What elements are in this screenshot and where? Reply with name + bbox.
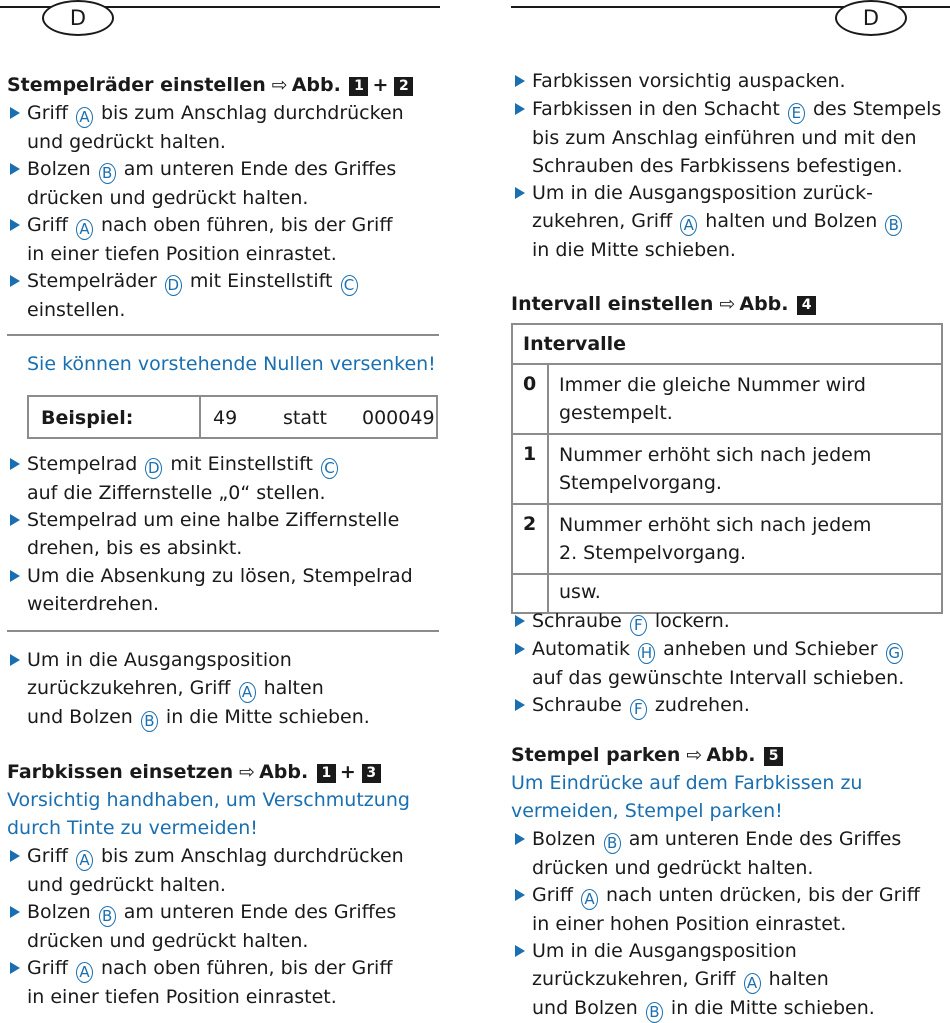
text-line: Bolzen B am unteren Ende des Griffes bbox=[27, 158, 397, 182]
circled-letter-f: F bbox=[630, 615, 647, 636]
text-line: vermeiden, Stempel parken! bbox=[511, 800, 783, 822]
bullet-triangle-icon bbox=[515, 75, 525, 87]
interval-description bbox=[548, 504, 942, 574]
bullet-triangle-icon bbox=[10, 514, 20, 526]
text-line: Griff A nach oben führen, bis der Griff bbox=[27, 214, 393, 238]
section-heading-farbkissen bbox=[7, 761, 381, 783]
text-line: durch Tinte zu vermeiden! bbox=[7, 817, 258, 839]
bullet-triangle-icon bbox=[10, 962, 20, 974]
circled-letter-b: B bbox=[646, 1002, 663, 1023]
hint-text: Sie können vorstehende Nullen versenken! bbox=[27, 353, 436, 375]
circled-letter-d: D bbox=[165, 275, 182, 296]
section-title: Intervall einstellen bbox=[511, 293, 714, 315]
list-item bbox=[7, 562, 413, 618]
text-line: und gedrückt halten. bbox=[27, 131, 226, 153]
text-line: Nummer erhöht sich nach jedem bbox=[559, 514, 872, 536]
text-line: Um in die Ausgangsposition zurück- bbox=[532, 182, 873, 204]
example-original: 000049 bbox=[362, 407, 435, 429]
hint-text bbox=[511, 769, 862, 825]
bullet-triangle-icon bbox=[515, 833, 525, 845]
circled-letter-b: B bbox=[99, 163, 116, 184]
circled-letter-a: A bbox=[581, 889, 598, 910]
circled-letter-a: A bbox=[76, 107, 93, 128]
list-item bbox=[7, 646, 370, 732]
bullet-triangle-icon bbox=[10, 458, 20, 470]
bullet-triangle-icon bbox=[515, 889, 525, 901]
list-item bbox=[512, 825, 901, 882]
text-line: Schraube F zudrehen. bbox=[532, 694, 750, 718]
circled-letter-a: A bbox=[76, 962, 93, 983]
list-item bbox=[7, 898, 396, 955]
caution-text bbox=[7, 786, 410, 842]
text-line: Um in die Ausgangsposition bbox=[27, 649, 292, 671]
circled-letter-b: B bbox=[141, 711, 158, 732]
section-heading-parken bbox=[511, 744, 783, 766]
text-line: zurückzukehren, Griff A halten bbox=[27, 677, 324, 701]
list-item bbox=[7, 99, 404, 156]
circled-letter-c: C bbox=[341, 275, 358, 296]
divider bbox=[7, 630, 439, 632]
text-line: gestempelt. bbox=[559, 402, 673, 424]
text-line: in die Mitte schieben. bbox=[532, 239, 736, 261]
text-line: drücken und gedrückt halten. bbox=[532, 857, 814, 879]
circled-letter-f: F bbox=[630, 699, 647, 720]
arrow-right-icon: ⇨ bbox=[239, 761, 256, 783]
bullet-triangle-icon bbox=[10, 219, 20, 231]
list-item bbox=[512, 635, 905, 692]
bullet-triangle-icon bbox=[515, 643, 525, 655]
text-line: in einer tiefen Position einrastet. bbox=[27, 986, 337, 1008]
text-line: Um in die Ausgangsposition bbox=[532, 940, 797, 962]
bullet-triangle-icon bbox=[10, 275, 20, 287]
circled-letter-b: B bbox=[885, 215, 902, 236]
table-row bbox=[512, 364, 942, 434]
text-line: Immer die gleiche Nummer wird bbox=[559, 374, 866, 396]
list-item bbox=[512, 607, 730, 636]
figure-number-badge: 1 bbox=[349, 77, 368, 96]
list-item bbox=[7, 954, 392, 1011]
text-line: Griff A bis zum Anschlag durchdrücken bbox=[27, 845, 404, 869]
text-line: Farbkissen vorsichtig auspacken. bbox=[532, 70, 846, 92]
text-line: Um die Absenkung zu lösen, Stempelrad bbox=[27, 565, 413, 587]
figure-number-badge: 3 bbox=[362, 764, 381, 783]
text-line: und Bolzen B in die Mitte schieben. bbox=[532, 997, 875, 1021]
section-title: Stempel parken bbox=[511, 744, 681, 766]
text-line: drücken und gedrückt halten. bbox=[27, 930, 309, 952]
figure-number-badge: 1 bbox=[317, 764, 336, 783]
interval-description bbox=[548, 364, 942, 434]
example-value: 49 bbox=[213, 407, 238, 429]
list-item bbox=[7, 450, 340, 507]
bullet-triangle-icon bbox=[10, 107, 20, 119]
text-line: in einer tiefen Position einrastet. bbox=[27, 243, 337, 265]
text-line: auf das gewünschte Intervall schieben. bbox=[532, 667, 905, 689]
figure-number-badge: 4 bbox=[797, 296, 816, 315]
interval-number: 2 bbox=[512, 504, 548, 574]
example-instead: statt bbox=[283, 407, 327, 429]
circled-letter-a: A bbox=[76, 219, 93, 240]
example-separator bbox=[199, 397, 201, 437]
figure-ref-label: Abb. bbox=[259, 761, 309, 783]
section-title: Stempelräder einstellen bbox=[7, 74, 266, 96]
list-item bbox=[7, 842, 404, 899]
text-line: 2. Stempelvorgang. bbox=[559, 542, 747, 564]
interval-description bbox=[548, 434, 942, 504]
text-line: Bolzen B am unteren Ende des Griffes bbox=[532, 828, 902, 852]
text-line: Automatik H anheben und Schieber G bbox=[532, 635, 905, 664]
list-item bbox=[7, 155, 396, 212]
divider bbox=[7, 334, 439, 336]
page-marker-right: D bbox=[835, 0, 907, 36]
circled-letter-h: H bbox=[638, 643, 655, 664]
figure-ref-label: Abb. bbox=[739, 293, 789, 315]
page-marker-left: D bbox=[42, 0, 114, 36]
interval-number: 1 bbox=[512, 434, 548, 504]
text-line: Schraube F lockern. bbox=[532, 610, 730, 634]
bullet-triangle-icon bbox=[515, 187, 525, 199]
text-line: Nummer erhöht sich nach jedem bbox=[559, 444, 872, 466]
bullet-triangle-icon bbox=[515, 945, 525, 957]
text-line: drehen, bis es absinkt. bbox=[27, 537, 243, 559]
section-heading-stempelraeder bbox=[7, 74, 413, 96]
arrow-right-icon: ⇨ bbox=[271, 74, 288, 96]
text-line: in einer hohen Position einrastet. bbox=[532, 913, 847, 935]
text-line: Griff A nach oben führen, bis der Griff bbox=[27, 957, 393, 981]
text-line: zurückzukehren, Griff A halten bbox=[532, 968, 829, 992]
figure-ref-label: Abb. bbox=[291, 74, 341, 96]
list-item bbox=[512, 95, 941, 180]
circled-letter-a: A bbox=[76, 850, 93, 871]
table-row bbox=[512, 434, 942, 504]
text-line: Vorsichtig handhaben, um Verschmutzung bbox=[7, 789, 410, 811]
table-header: Intervalle bbox=[512, 324, 942, 364]
figure-number-badge: 5 bbox=[764, 747, 783, 766]
text-line: Stempelrad um eine halbe Ziffernstelle bbox=[27, 509, 400, 531]
section-heading-intervall bbox=[511, 293, 816, 315]
interval-number: 0 bbox=[512, 364, 548, 434]
list-item bbox=[7, 211, 392, 268]
bullet-triangle-icon bbox=[10, 850, 20, 862]
text-line: weiterdrehen. bbox=[27, 593, 160, 615]
bullet-triangle-icon bbox=[10, 906, 20, 918]
circled-letter-a: A bbox=[239, 682, 256, 703]
circled-letter-c: C bbox=[321, 458, 338, 479]
list-item bbox=[512, 937, 875, 1023]
list-item bbox=[512, 881, 920, 938]
arrow-right-icon: ⇨ bbox=[719, 293, 736, 315]
circled-letter-e: E bbox=[788, 103, 805, 124]
text-line: Schrauben des Farbkissens befestigen. bbox=[532, 155, 903, 177]
list-item bbox=[7, 506, 399, 562]
text-line: drücken und gedrückt halten. bbox=[27, 187, 309, 209]
circled-letter-a: A bbox=[680, 215, 697, 236]
text-line: und Bolzen B in die Mitte schieben. bbox=[27, 706, 370, 730]
plus-sign: + bbox=[372, 74, 389, 96]
section-title: Farbkissen einsetzen bbox=[7, 761, 234, 783]
list-item bbox=[512, 179, 904, 264]
text-line: zukehren, Griff A halten und Bolzen B bbox=[532, 207, 904, 236]
example-box bbox=[27, 395, 438, 439]
text-line: Stempelräder D mit Einstellstift C bbox=[27, 267, 360, 296]
figure-ref-label: Abb. bbox=[706, 744, 756, 766]
text-line: Bolzen B am unteren Ende des Griffes bbox=[27, 901, 397, 925]
bullet-triangle-icon bbox=[10, 570, 20, 582]
circled-letter-a: A bbox=[744, 973, 761, 994]
figure-number-badge: 2 bbox=[394, 77, 413, 96]
list-item bbox=[512, 691, 750, 720]
table-header-row bbox=[512, 324, 942, 364]
bullet-triangle-icon bbox=[10, 654, 20, 666]
text-line: Stempelrad D mit Einstellstift C bbox=[27, 450, 340, 479]
list-item bbox=[512, 67, 846, 95]
text-line: Griff A bis zum Anschlag durchdrücken bbox=[27, 102, 404, 126]
arrow-right-icon: ⇨ bbox=[686, 744, 703, 766]
text-line: Stempelvorgang. bbox=[559, 472, 722, 494]
list-item bbox=[7, 267, 360, 324]
circled-letter-b: B bbox=[99, 906, 116, 927]
text-line: bis zum Anschlag einführen und mit den bbox=[532, 127, 917, 149]
text-line: auf die Ziffernstelle „0“ stellen. bbox=[27, 482, 326, 504]
bullet-triangle-icon bbox=[515, 615, 525, 627]
plus-sign: + bbox=[339, 761, 356, 783]
text-line: und gedrückt halten. bbox=[27, 874, 226, 896]
bullet-triangle-icon bbox=[10, 163, 20, 175]
circled-letter-g: G bbox=[886, 643, 903, 664]
text-line: einstellen. bbox=[27, 299, 126, 321]
bullet-triangle-icon bbox=[515, 699, 525, 711]
text-line: usw. bbox=[559, 581, 601, 603]
example-label: Beispiel: bbox=[41, 407, 134, 429]
circled-letter-b: B bbox=[604, 833, 621, 854]
bullet-triangle-icon bbox=[515, 103, 525, 115]
circled-letter-d: D bbox=[145, 458, 162, 479]
interval-table bbox=[511, 323, 943, 614]
text-line: Griff A nach unten drücken, bis der Griff bbox=[532, 884, 920, 908]
table-row bbox=[512, 504, 942, 574]
text-line: Um Eindrücke auf dem Farbkissen zu bbox=[511, 772, 863, 794]
text-line: Farbkissen in den Schacht E des Stempels bbox=[532, 98, 942, 122]
